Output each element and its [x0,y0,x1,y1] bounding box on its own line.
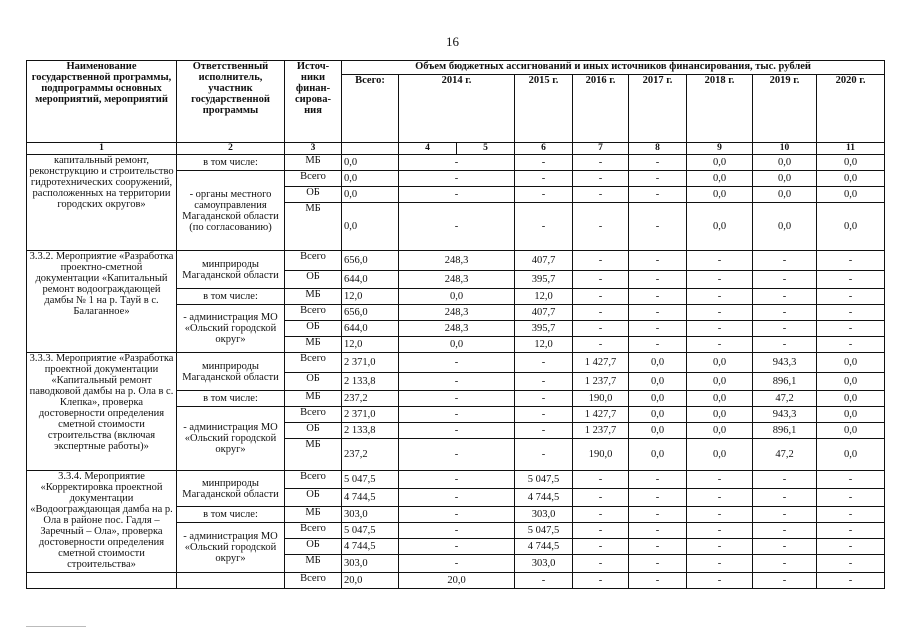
table-cell: 0,0 [753,171,817,187]
table-cell: - [399,407,515,423]
table-cell: 0,0 [817,187,885,203]
responsible-subheading: в том числе: [177,391,285,407]
table-cell: - [817,555,885,573]
table-cell: 248,3 [399,321,515,337]
table-cell: 943,3 [753,407,817,423]
table-cell: - [687,471,753,489]
table-row [27,155,885,171]
table-row [27,573,885,589]
table-cell: - [573,251,629,271]
table-cell: 2 371,0 [342,407,399,423]
table-cell: 0,0 [753,187,817,203]
table-cell: 0,0 [687,187,753,203]
table-cell: - [573,305,629,321]
table-cell: - [573,523,629,539]
table-cell: - [753,489,817,507]
table-cell: - [687,573,753,589]
table-cell: - [753,523,817,539]
table-cell: - [629,271,687,289]
col-number: 2 [177,143,285,155]
header-responsible: Ответственный исполнитель, участник государственной программы [177,61,285,143]
table-cell: - [399,353,515,373]
table-cell: - [573,555,629,573]
table-cell: - [399,171,515,187]
header-2017: 2017 г. [629,75,687,143]
table-cell: - [753,289,817,305]
table-cell: 0,0 [342,203,399,251]
table-cell: - [817,305,885,321]
table-cell: 4 744,5 [342,539,399,555]
table-row [27,353,885,373]
responsible-subheading: в том числе: [177,155,285,171]
funding-source: Всего [285,573,342,589]
table-cell: - [515,187,573,203]
table-cell: 644,0 [342,321,399,337]
measure-name: капитальный ремонт, реконструкцию и строительство гидротехнических сооружений, расположенных на территории городских округов» [27,155,177,251]
table-cell: - [687,289,753,305]
table-cell: - [629,251,687,271]
table-cell: - [629,539,687,555]
col-number: 3 [285,143,342,155]
table-cell: - [515,171,573,187]
table-cell: - [515,203,573,251]
table-cell: - [629,305,687,321]
table-cell: - [573,271,629,289]
funding-source: Всего [285,305,342,321]
table-cell: 0,0 [753,155,817,171]
table-cell: 0,0 [399,337,515,353]
table-cell: - [817,271,885,289]
col-number: 6 [515,143,573,155]
col-number: 5 [457,143,515,155]
table-cell: 0,0 [629,391,687,407]
table-cell: - [629,573,687,589]
table-cell: - [753,337,817,353]
table-cell: 190,0 [573,391,629,407]
table-cell: 2 133,8 [342,423,399,439]
table-cell: - [753,251,817,271]
table-cell: 0,0 [687,155,753,171]
table-cell: - [573,539,629,555]
table-cell: - [573,289,629,305]
table-cell: 1 427,7 [573,353,629,373]
table-cell: - [687,489,753,507]
table-cell: - [753,271,817,289]
table-cell: 248,3 [399,305,515,321]
footer-rule [26,626,86,627]
table-cell: 0,0 [629,423,687,439]
funding-source: ОБ [285,539,342,555]
table-cell: - [817,523,885,539]
table-cell: 1 237,7 [573,373,629,391]
funding-source: МБ [285,507,342,523]
funding-source: Всего [285,251,342,271]
funding-source: ОБ [285,187,342,203]
table-cell: 47,2 [753,391,817,407]
table-cell: - [399,391,515,407]
col-number: 10 [753,143,817,155]
table-cell: - [687,507,753,523]
header-total: Всего: [342,75,399,143]
funding-source: МБ [285,337,342,353]
table-cell: 12,0 [342,337,399,353]
measure-name [27,573,177,589]
table-cell: 943,3 [753,353,817,373]
table-cell: - [817,539,885,555]
responsible-executor: - администрация МО «Ольский городской округ» [177,305,285,353]
table-cell: 407,7 [515,305,573,321]
funding-source: МБ [285,155,342,171]
table-cell: 2 371,0 [342,353,399,373]
table-cell: - [573,573,629,589]
table-cell: 303,0 [342,555,399,573]
funding-source: ОБ [285,423,342,439]
table-cell: 0,0 [629,439,687,471]
table-cell: 395,7 [515,321,573,337]
column-number-row [27,143,885,155]
funding-source: Всего [285,171,342,187]
table-cell: - [399,539,515,555]
table-cell: - [687,523,753,539]
funding-source: ОБ [285,321,342,337]
table-cell: 644,0 [342,271,399,289]
funding-source: МБ [285,555,342,573]
table-cell: 0,0 [817,353,885,373]
responsible-subheading: в том числе: [177,289,285,305]
table-cell: - [753,321,817,337]
table-cell: - [629,471,687,489]
funding-source: МБ [285,203,342,251]
table-cell: - [687,555,753,573]
table-cell: - [399,439,515,471]
table-cell: - [399,423,515,439]
col-number: 8 [629,143,687,155]
table-cell: - [399,507,515,523]
table-cell: - [399,471,515,489]
table-cell: - [687,539,753,555]
funding-source: ОБ [285,373,342,391]
table-cell: 1 427,7 [573,407,629,423]
funding-source: МБ [285,439,342,471]
table-cell: 0,0 [629,407,687,423]
table-cell: 47,2 [753,439,817,471]
table-cell: - [817,251,885,271]
table-cell: - [629,507,687,523]
table-cell: - [515,573,573,589]
table-cell: - [515,407,573,423]
measure-name: 3.3.3. Мероприятие «Разработка проектной документации «Капитальный ремонт паводковой дамбы на р. Ола в с. Клепка», проверка достоверности определения сметной стоимости строительства (включая экспертные работы)» [27,353,177,471]
table-cell: - [573,321,629,337]
table-cell: 896,1 [753,423,817,439]
table-cell: 2 133,8 [342,373,399,391]
table-cell: 4 744,5 [515,539,573,555]
table-cell: 5 047,5 [342,471,399,489]
table-cell: 20,0 [399,573,515,589]
table-cell: - [515,423,573,439]
table-cell: - [817,471,885,489]
table-cell: 303,0 [515,507,573,523]
col-number: 9 [687,143,753,155]
table-cell: 0,0 [687,353,753,373]
table-cell: 407,7 [515,251,573,271]
table-cell: 0,0 [687,391,753,407]
table-cell: - [399,489,515,507]
header-2016: 2016 г. [573,75,629,143]
budget-table [26,60,885,589]
funding-source: ОБ [285,489,342,507]
table-cell: 0,0 [817,171,885,187]
table-cell: 5 047,5 [515,523,573,539]
header-2018: 2018 г. [687,75,753,143]
table-cell: 4 744,5 [515,489,573,507]
table-cell: 20,0 [342,573,399,589]
table-cell: 0,0 [687,373,753,391]
table-cell: 237,2 [342,439,399,471]
table-cell: - [573,187,629,203]
table-cell: - [515,373,573,391]
table-cell: 12,0 [342,289,399,305]
header-2019: 2019 г. [753,75,817,143]
col-number: 1 [27,143,177,155]
responsible-executor [177,573,285,589]
funding-source: Всего [285,471,342,489]
table-cell: 656,0 [342,251,399,271]
table-cell: - [753,305,817,321]
table-cell: 0,0 [817,391,885,407]
table-cell: - [629,337,687,353]
table-cell: 0,0 [399,289,515,305]
table-cell: 0,0 [817,407,885,423]
table-cell: 5 047,5 [342,523,399,539]
table-cell: 303,0 [342,507,399,523]
table-cell: - [515,155,573,171]
table-cell: 0,0 [629,353,687,373]
table-cell: 12,0 [515,289,573,305]
responsible-executor: - администрация МО «Ольский городской округ» [177,523,285,573]
table-cell: 0,0 [687,439,753,471]
table-cell: 0,0 [687,171,753,187]
header-volume: Объем бюджетных ассигнований и иных источников финансирования, тыс. рублей [342,61,885,75]
header-2015: 2015 г. [515,75,573,143]
funding-source: Всего [285,407,342,423]
table-cell: - [687,321,753,337]
table-cell: - [629,203,687,251]
table-cell: - [573,507,629,523]
table-cell: - [817,289,885,305]
table-row [27,251,885,271]
funding-source: Всего [285,523,342,539]
header-name: Наименование государственной программы, подпрограммы основных мероприятий, мероприятий [27,61,177,143]
table-cell: - [753,573,817,589]
table-cell: 0,0 [687,423,753,439]
table-cell: 0,0 [817,439,885,471]
table-cell: - [515,391,573,407]
table-cell: 248,3 [399,251,515,271]
table-cell: - [399,523,515,539]
table-cell: - [515,353,573,373]
table-cell: - [753,471,817,489]
table-cell: - [629,171,687,187]
table-cell: 395,7 [515,271,573,289]
table-cell: - [573,155,629,171]
table-cell: - [515,439,573,471]
table-cell: - [399,203,515,251]
table-cell: 0,0 [687,203,753,251]
table-cell: - [687,271,753,289]
table-cell: - [687,251,753,271]
responsible-executor: - органы местного самоуправления Магаданской области (по согласованию) [177,171,285,251]
page-number: 16 [446,34,459,49]
table-cell: 0,0 [687,407,753,423]
col-number: 11 [817,143,885,155]
measure-name: 3.3.2. Мероприятие «Разработка проектно-сметной документации «Капитальный ремонт водоограждающей дамбы № 1 на р. Тауй в с. Балаганное» [27,251,177,353]
table-cell: - [817,489,885,507]
header-2020: 2020 г. [817,75,885,143]
table-cell: - [573,471,629,489]
table-cell: - [817,337,885,353]
table-cell: - [687,337,753,353]
table-cell: 656,0 [342,305,399,321]
responsible-executor: - администрация МО «Ольский городской округ» [177,407,285,471]
table-cell: - [629,187,687,203]
col-number: 4 [399,143,457,155]
table-cell: 237,2 [342,391,399,407]
table-cell: - [753,507,817,523]
table-cell: - [399,155,515,171]
funding-source: МБ [285,391,342,407]
table-cell: 0,0 [817,423,885,439]
table-cell: - [399,187,515,203]
measure-name: 3.3.4. Мероприятие «Корректировка проектной документации «Водоограждающая дамба на р. Ола в районе пос. Гадля – Заречный – Ола», проверка достоверности определения сметной стоимости строительства» [27,471,177,573]
table-cell: 1 237,7 [573,423,629,439]
table-cell: 0,0 [629,373,687,391]
col-number: 7 [573,143,629,155]
responsible-executor: минприроды Магаданской области [177,471,285,507]
table-cell: - [629,489,687,507]
table-cell: - [753,555,817,573]
table-cell: - [629,321,687,337]
table-cell: 4 744,5 [342,489,399,507]
table-cell: - [753,539,817,555]
table-cell: - [399,555,515,573]
header-source: Источ-ники финан-сирова-ния [285,61,342,143]
header-2014: 2014 г. [399,75,515,143]
table-cell: - [573,171,629,187]
table-cell: 0,0 [817,203,885,251]
table-cell: - [573,489,629,507]
table-cell: - [817,507,885,523]
funding-source: Всего [285,353,342,373]
table-cell: 0,0 [342,187,399,203]
table-cell: 0,0 [817,373,885,391]
table-cell: 0,0 [753,203,817,251]
table-cell: - [629,289,687,305]
table-cell: - [399,373,515,391]
table-cell: 303,0 [515,555,573,573]
table-cell: - [817,573,885,589]
table-cell: - [573,203,629,251]
table-cell: - [629,155,687,171]
table-cell: - [817,321,885,337]
table-cell: - [687,305,753,321]
table-cell: 248,3 [399,271,515,289]
table-cell: 12,0 [515,337,573,353]
responsible-subheading: в том числе: [177,507,285,523]
responsible-executor: минприроды Магаданской области [177,353,285,391]
table-cell: 190,0 [573,439,629,471]
table-row [27,471,885,489]
responsible-executor: минприроды Магаданской области [177,251,285,289]
table-cell: - [629,555,687,573]
table-cell: 0,0 [342,155,399,171]
table-cell: - [573,337,629,353]
table-cell: - [629,523,687,539]
funding-source: ОБ [285,271,342,289]
table-cell: 0,0 [817,155,885,171]
col-number [342,143,399,155]
table-cell: 896,1 [753,373,817,391]
funding-source: МБ [285,289,342,305]
table-cell: 0,0 [342,171,399,187]
table-cell: 5 047,5 [515,471,573,489]
